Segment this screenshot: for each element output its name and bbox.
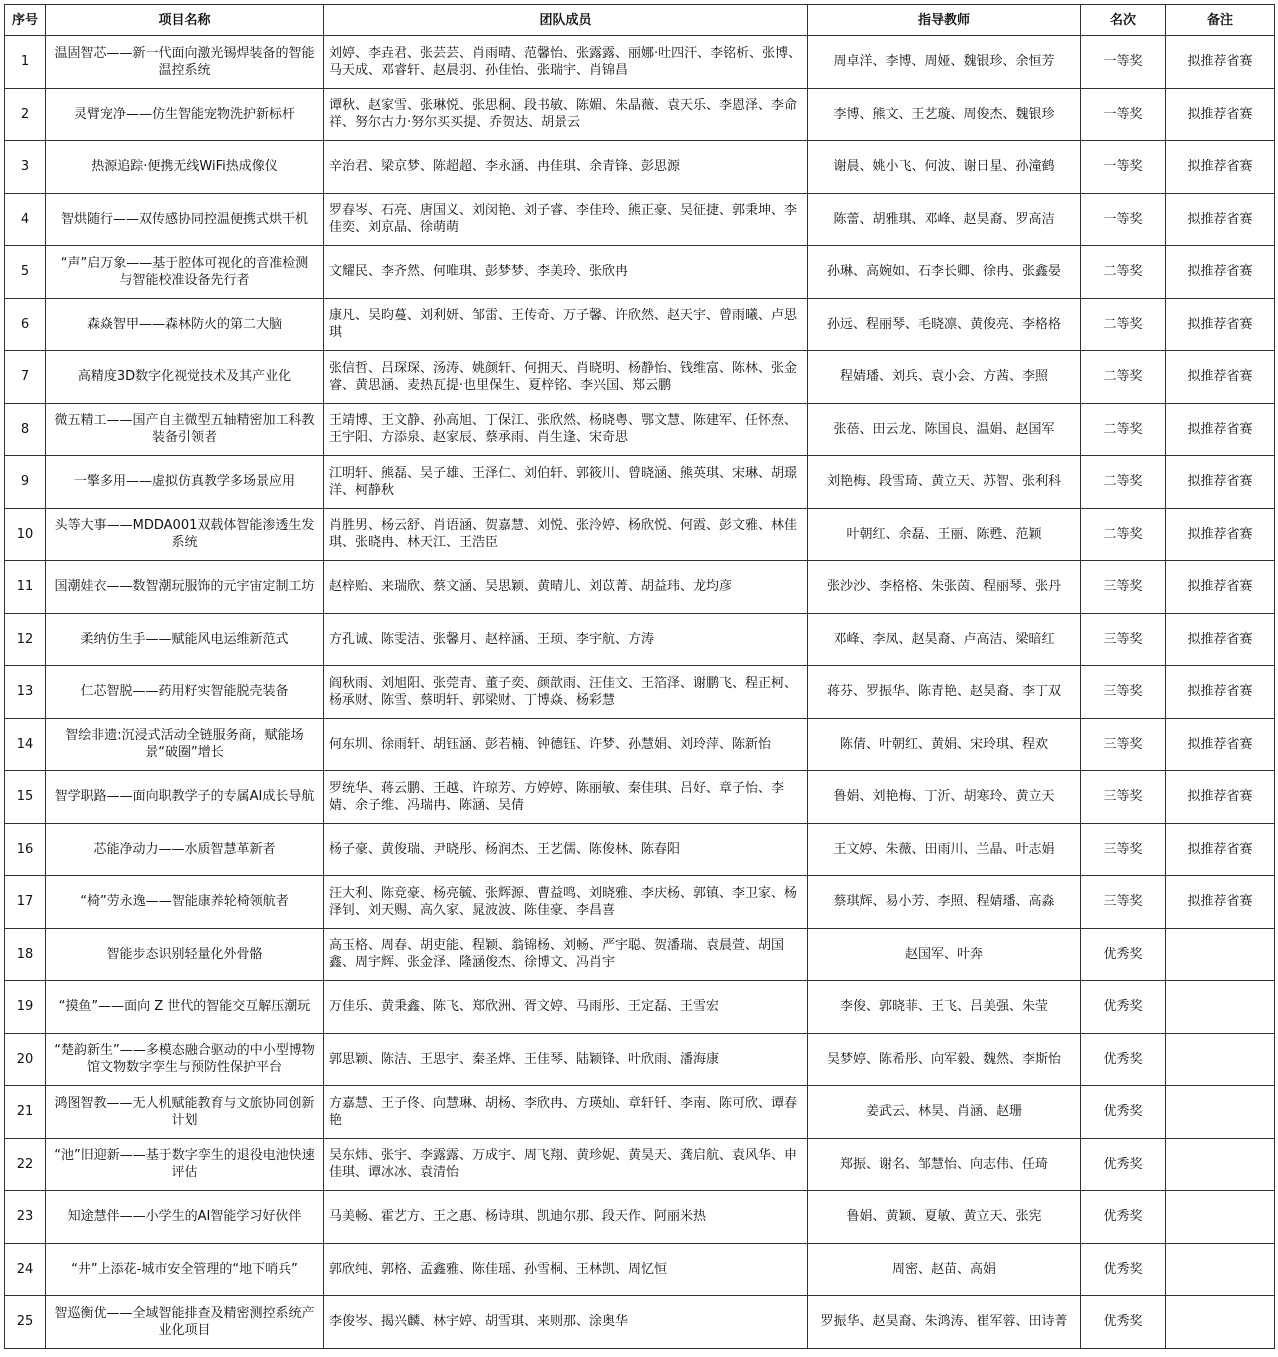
table-row [5,246,1275,299]
teachers: 吴梦婷、陈希彤、向军毅、魏然、李斯怡 [808,1033,1081,1086]
rank: 二等奖 [1081,298,1166,351]
teachers: 孙琳、高婉如、石李长卿、徐冉、张鑫晏 [808,246,1081,299]
note: 拟推荐省赛 [1166,508,1275,561]
team-members: 李俊岑、揭兴麟、林宇婷、胡雪琪、来则那、涂奥华 [324,1296,808,1349]
team-members: 郭思颖、陈洁、王思宇、秦圣烨、王佳琴、陆颖锋、叶欣雨、潘海康 [324,1033,808,1086]
rank: 三等奖 [1081,771,1166,824]
project-name: 一擎多用——虚拟仿真教学多场景应用 [46,456,324,509]
project-name: “声”启万象——基于腔体可视化的音准检测 与智能校准设备先行者 [46,246,324,299]
row-index: 7 [5,351,46,404]
row-index: 2 [5,88,46,141]
team-members: 辛治君、梁京梦、陈超超、李永涵、冉佳琪、余青锋、彭思源 [324,141,808,194]
team-members: 刘婷、李垚君、张芸芸、肖雨晴、范馨怡、张露露、丽娜·吐四汗、李铭析、张博、马天成、邓睿轩、赵晨羽、孙佳怡、张瑞宇、肖锦昌 [324,36,808,89]
table-row [5,36,1275,89]
project-name: “摸鱼”——面向 Z 世代的智能交互解压潮玩 [46,981,324,1034]
rank: 一等奖 [1081,36,1166,89]
row-index: 17 [5,876,46,929]
teachers: 张沙沙、李格格、朱张茵、程丽琴、张丹 [808,561,1081,614]
rank: 三等奖 [1081,561,1166,614]
team-members: 肖胜男、杨云舒、肖语涵、贺嘉慧、刘悦、张泠婷、杨欣悦、何霞、彭文雅、林佳琪、张晓冉、林天江、王浩臣 [324,508,808,561]
team-members: 阎秋雨、刘旭阳、张莞青、董子奕、颜歆雨、汪佳文、王箔泽、谢鹏飞、程正柯、杨承财、陈雪、蔡明轩、郭梁财、丁博焱、杨彩慧 [324,666,808,719]
rank: 二等奖 [1081,508,1166,561]
rank: 优秀奖 [1081,1296,1166,1349]
project-name: “椅”劳永逸——智能康养轮椅领航者 [46,876,324,929]
note [1166,1033,1275,1086]
team-members: 汪大利、陈竞豪、杨亮毓、张辉源、曹益鸣、刘晓雅、李庆杨、郭镇、李卫家、杨泽钊、刘天赐、高久家、晁波波、陈佳豪、李昌喜 [324,876,808,929]
teachers: 叶朝红、余磊、王丽、陈甦、范颖 [808,508,1081,561]
table-row [5,718,1275,771]
row-index: 20 [5,1033,46,1086]
table-row [5,351,1275,404]
project-name: 鸿图智教——无人机赋能教育与文旅协同创新计划 [46,1086,324,1139]
row-index: 24 [5,1243,46,1296]
row-index: 6 [5,298,46,351]
teachers: 陈倩、叶朝红、黄娟、宋玲琪、程欢 [808,718,1081,771]
note: 拟推荐省赛 [1166,718,1275,771]
row-index: 19 [5,981,46,1034]
award-table [4,4,1275,1349]
project-name: 热源追踪·便携无线WiFi热成像仪 [46,141,324,194]
teachers: 蒋芬、罗振华、陈青艳、赵昊裔、李丁双 [808,666,1081,719]
table-row [5,981,1275,1034]
project-name: “楚韵新生”——多模态融合驱动的中小型博物馆文物数字孪生与预防性保护平台 [46,1033,324,1086]
teachers: 李俊、郭晓菲、王飞、吕美强、朱莹 [808,981,1081,1034]
teachers: 罗振华、赵昊裔、朱鸿涛、崔军蓉、田诗菁 [808,1296,1081,1349]
header-teachers: 指导教师 [808,5,1081,36]
table-row [5,456,1275,509]
note: 拟推荐省赛 [1166,141,1275,194]
note: 拟推荐省赛 [1166,876,1275,929]
row-index: 22 [5,1138,46,1191]
row-index: 9 [5,456,46,509]
team-members: 文耀民、李齐然、何唯琪、彭梦梦、李美玲、张欣冉 [324,246,808,299]
team-members: 江明轩、熊磊、吴子雄、王泽仁、刘伯轩、郭筱川、曾晓涵、熊英琪、宋琳、胡璟洋、柯静秋 [324,456,808,509]
team-members: 吴东炜、张宇、李露露、万成宇、周飞翔、黄珍妮、黄昊天、龚启航、袁风华、申佳琪、谭冰冰、袁清怡 [324,1138,808,1191]
rank: 优秀奖 [1081,1033,1166,1086]
note [1166,1191,1275,1244]
rank: 三等奖 [1081,876,1166,929]
note [1166,928,1275,981]
note [1166,1296,1275,1349]
teachers: 蔡琪辉、易小芳、李照、程婧璠、高淼 [808,876,1081,929]
header-row [5,5,1275,36]
team-members: 罗春岑、石亮、唐国义、刘闵艳、刘子睿、李佳玲、熊正豪、吴征捷、郭秉坤、李佳奕、刘京晶、徐萌萌 [324,193,808,246]
note: 拟推荐省赛 [1166,36,1275,89]
table-row [5,928,1275,981]
note: 拟推荐省赛 [1166,88,1275,141]
project-name: 智烘随行——双传感协同控温便携式烘干机 [46,193,324,246]
project-name: 芯能净动力——水质智慧革新者 [46,823,324,876]
teachers: 鲁娟、黄颖、夏敏、黄立天、张宪 [808,1191,1081,1244]
table-row [5,613,1275,666]
table-row [5,298,1275,351]
note [1166,1243,1275,1296]
table-row [5,771,1275,824]
row-index: 21 [5,1086,46,1139]
rank: 一等奖 [1081,88,1166,141]
team-members: 谭秋、赵家雪、张琳悦、张思桐、段书敏、陈媚、朱晶薇、袁天乐、李恩泽、李命祥、努尔古力·努尔买买提、乔贺达、胡景云 [324,88,808,141]
table-row [5,1033,1275,1086]
rank: 三等奖 [1081,666,1166,719]
teachers: 谢晨、姚小飞、何波、谢日星、孙潼鹤 [808,141,1081,194]
table-row [5,193,1275,246]
team-members: 方嘉慧、王子佟、向慧琳、胡杨、李欣冉、方瑛灿、章轩钎、李南、陈可欣、谭春艳 [324,1086,808,1139]
teachers: 程婧璠、刘兵、袁小会、方茜、李照 [808,351,1081,404]
project-name: 柔纳仿生手——赋能风电运维新范式 [46,613,324,666]
teachers: 周密、赵苗、高娟 [808,1243,1081,1296]
row-index: 25 [5,1296,46,1349]
teachers: 王文婷、朱薇、田雨川、兰晶、叶志娟 [808,823,1081,876]
project-name: 高精度3D数字化视觉技术及其产业化 [46,351,324,404]
table-row [5,1086,1275,1139]
project-name: 知途慧伴——小学生的AI智能学习好伙伴 [46,1191,324,1244]
project-name: 智学职路——面向职教学子的专属AI成长导航 [46,771,324,824]
rank: 二等奖 [1081,403,1166,456]
teachers: 张蓓、田云龙、陈国良、温娟、赵国军 [808,403,1081,456]
team-members: 何东圳、徐雨轩、胡钰涵、彭若楠、钟德钰、许梦、孙慧娟、刘玲萍、陈新怡 [324,718,808,771]
project-name: 智能步态识别轻量化外骨骼 [46,928,324,981]
project-name: 温固智芯——新一代面向激光锡焊装备的智能温控系统 [46,36,324,89]
row-index: 23 [5,1191,46,1244]
project-name: 微五精工——国产自主微型五轴精密加工科教装备引领者 [46,403,324,456]
row-index: 5 [5,246,46,299]
rank: 二等奖 [1081,246,1166,299]
table-row [5,141,1275,194]
note: 拟推荐省赛 [1166,666,1275,719]
note: 拟推荐省赛 [1166,823,1275,876]
row-index: 12 [5,613,46,666]
team-members: 王靖博、王文静、孙高旭、丁保江、张欣然、杨晓粤、鄂文慧、陈建军、任怀焘、王宇阳、方添泉、赵家辰、蔡承雨、肖生逢、宋奇思 [324,403,808,456]
table-row [5,666,1275,719]
header-note: 备注 [1166,5,1275,36]
team-members: 高玉格、周春、胡吏能、程颖、翁锦杨、刘畅、严宇聪、贺潘瑞、袁晨萱、胡国鑫、周宇辉、张金泽、隆涵俊杰、徐博文、冯肖宇 [324,928,808,981]
row-index: 10 [5,508,46,561]
teachers: 郑振、谢名、邹慧怡、向志伟、任琦 [808,1138,1081,1191]
note [1166,1086,1275,1139]
rank: 优秀奖 [1081,1191,1166,1244]
table-row [5,876,1275,929]
row-index: 3 [5,141,46,194]
rank: 优秀奖 [1081,1086,1166,1139]
note: 拟推荐省赛 [1166,246,1275,299]
project-name: 仁芯智脱——药用籽实智能脱壳装备 [46,666,324,719]
table-row [5,823,1275,876]
note: 拟推荐省赛 [1166,561,1275,614]
teachers: 陈蕾、胡雅琪、邓峰、赵昊裔、罗高洁 [808,193,1081,246]
rank: 一等奖 [1081,141,1166,194]
row-index: 13 [5,666,46,719]
team-members: 康凡、吴昀蔓、刘利妍、邹雷、王传奇、万子馨、许欣然、赵天宇、曾雨曦、卢思琪 [324,298,808,351]
note: 拟推荐省赛 [1166,351,1275,404]
header-project-name: 项目名称 [46,5,324,36]
teachers: 李博、熊文、王艺璇、周俊杰、魏银珍 [808,88,1081,141]
table-row [5,508,1275,561]
table-row [5,1296,1275,1349]
teachers: 赵国军、叶奔 [808,928,1081,981]
rank: 优秀奖 [1081,1243,1166,1296]
project-name: 灵臂宠净——仿生智能宠物洗护新标杆 [46,88,324,141]
note: 拟推荐省赛 [1166,456,1275,509]
note: 拟推荐省赛 [1166,403,1275,456]
row-index: 18 [5,928,46,981]
teachers: 刘艳梅、段雪琦、黄立天、苏智、张利科 [808,456,1081,509]
rank: 三等奖 [1081,823,1166,876]
rank: 三等奖 [1081,718,1166,771]
note: 拟推荐省赛 [1166,613,1275,666]
team-members: 万佳乐、黄秉鑫、陈飞、郑欣洲、胥文婷、马雨彤、王定磊、王雪宏 [324,981,808,1034]
rank: 三等奖 [1081,613,1166,666]
row-index: 15 [5,771,46,824]
team-members: 赵梓贻、来瑞欣、蔡文涵、吴思颖、黄晴儿、刘苡菁、胡益玮、龙均彦 [324,561,808,614]
note: 拟推荐省赛 [1166,771,1275,824]
project-name: “井”上添花-城市安全管理的“地下哨兵” [46,1243,324,1296]
teachers: 姜武云、林昊、肖涵、赵珊 [808,1086,1081,1139]
project-name: 头等大事——MDDA001双载体智能渗透生发系统 [46,508,324,561]
header-index: 序号 [5,5,46,36]
row-index: 1 [5,36,46,89]
team-members: 马美畅、霍艺方、王之惠、杨诗琪、凯迪尔那、段天作、阿丽米热 [324,1191,808,1244]
table-row [5,403,1275,456]
row-index: 14 [5,718,46,771]
note [1166,1138,1275,1191]
row-index: 8 [5,403,46,456]
row-index: 11 [5,561,46,614]
header-rank: 名次 [1081,5,1166,36]
teachers: 周卓洋、李博、周娅、魏银珍、余恒芳 [808,36,1081,89]
row-index: 4 [5,193,46,246]
rank: 二等奖 [1081,351,1166,404]
rank: 优秀奖 [1081,1138,1166,1191]
team-members: 郭欣纯、郭格、孟鑫雅、陈佳瑶、孙雪桐、王林凯、周忆恒 [324,1243,808,1296]
rank: 优秀奖 [1081,928,1166,981]
table-row [5,88,1275,141]
note: 拟推荐省赛 [1166,298,1275,351]
teachers: 鲁娟、刘艳梅、丁沂、胡寒玲、黄立天 [808,771,1081,824]
table-row [5,561,1275,614]
rank: 二等奖 [1081,456,1166,509]
team-members: 张信哲、吕琛琛、汤涛、姚颜轩、何拥天、肖晓明、杨静怡、钱维富、陈林、张金睿、黄思涵、麦热瓦提·也里保生、夏梓铭、李兴国、郑云鹏 [324,351,808,404]
table-row [5,1138,1275,1191]
table-row [5,1243,1275,1296]
note: 拟推荐省赛 [1166,193,1275,246]
teachers: 邓峰、李凤、赵昊裔、卢高洁、梁暗红 [808,613,1081,666]
table-row [5,1191,1275,1244]
table-body [5,36,1275,1349]
team-members: 方孔诚、陈雯洁、张馨月、赵梓涵、王顼、李宇航、方涛 [324,613,808,666]
project-name: 国潮娃衣——数智潮玩服饰的元宇宙定制工坊 [46,561,324,614]
project-name: 森焱智甲——森林防火的第二大脑 [46,298,324,351]
teachers: 孙远、程丽琴、毛晓凛、黄俊亮、李格格 [808,298,1081,351]
project-name: 智绘非遗:沉浸式活动全链服务商，赋能场景“破圈”增长 [46,718,324,771]
team-members: 罗统华、蒋云鹏、王越、许琼芳、方婷婷、陈丽敏、秦佳琪、吕好、章子怡、李婧、余子维、冯瑞冉、陈涵、吴倩 [324,771,808,824]
rank: 一等奖 [1081,193,1166,246]
rank: 优秀奖 [1081,981,1166,1034]
project-name: “池”旧迎新——基于数字孪生的退役电池快速评估 [46,1138,324,1191]
row-index: 16 [5,823,46,876]
note [1166,981,1275,1034]
team-members: 杨子豪、黄俊瑞、尹晓彤、杨润杰、王艺儒、陈俊林、陈春阳 [324,823,808,876]
project-name: 智巡衡优——全域智能排查及精密测控系统产业化项目 [46,1296,324,1349]
header-team-members: 团队成员 [324,5,808,36]
